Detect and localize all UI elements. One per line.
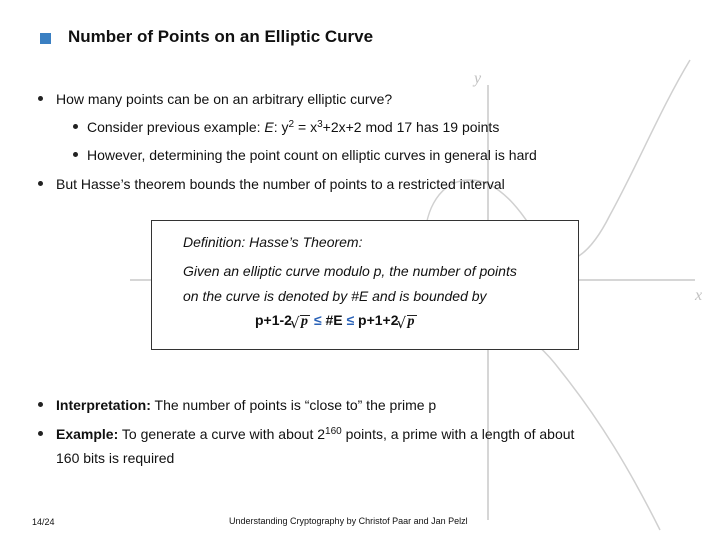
- bullet-dot-icon: [38, 402, 43, 407]
- formula-mid: #E: [325, 312, 343, 328]
- bullet-3-text: The number of points is “close to” the prime p: [150, 397, 437, 413]
- sqrt-symbol-icon: [294, 314, 308, 330]
- sub-bullet-1: [87, 119, 499, 135]
- definition-heading: Definition: Hasse’s Theorem:: [183, 234, 363, 250]
- bullet-4-text-2: points, a prime with a length of about: [341, 426, 575, 442]
- formula-upper: p+1+2: [358, 312, 399, 328]
- le-symbol-2: ≤: [346, 312, 355, 328]
- hasse-bound-formula: [255, 312, 417, 330]
- title-marker-icon: [40, 33, 51, 44]
- sub-bullet-1-mid2: = x: [294, 119, 318, 135]
- bullet-3-label: Interpretation:: [56, 397, 151, 413]
- bullet-4-text-1: To generate a curve with about 2: [118, 426, 326, 442]
- sub-bullet-1-mid1: : y: [273, 119, 289, 135]
- definition-box: [151, 220, 579, 350]
- bullet-4-line-2: 160 bits is required: [56, 450, 175, 466]
- exp-3: 3: [317, 119, 323, 130]
- le-symbol-1: ≤: [313, 312, 322, 328]
- y-axis-label: y: [474, 70, 482, 87]
- bullet-1: How many points can be on an arbitrary elliptic curve?: [56, 91, 393, 107]
- sub-bullet-1-prefix: Consider previous example:: [87, 119, 265, 135]
- slide-title: Number of Points on an Elliptic Curve: [68, 27, 374, 46]
- page-number: 14/24: [32, 517, 55, 527]
- bullet-4-label: Example:: [56, 426, 119, 442]
- bullet-3: [56, 397, 436, 413]
- definition-line-2: on the curve is denoted by #E and is bounded by: [183, 288, 487, 304]
- bullet-2: But Hasse’s theorem bounds the number of points to a restricted interval: [56, 176, 505, 192]
- bullet-dot-icon: [38, 181, 43, 186]
- sub-bullet-2: However, determining the point count on elliptic curves in general is hard: [87, 147, 537, 163]
- bullet-dot-icon: [38, 431, 43, 436]
- bullet-dot-icon: [38, 96, 43, 101]
- sqrt-symbol-icon: [401, 314, 415, 330]
- x-axis-label: x: [695, 287, 703, 304]
- sqrt-arg-1: p: [300, 314, 308, 329]
- sub-bullet-dot-icon: [73, 124, 78, 129]
- exp-2: 2: [288, 119, 295, 130]
- sqrt-arg-2: p: [407, 314, 415, 329]
- formula-lower: p+1-2: [255, 312, 292, 328]
- footer-credit: Understanding Cryptography by Christof Paar and Jan Pelzl: [229, 516, 468, 526]
- exp-160: 160: [325, 426, 342, 437]
- curve-E: E: [264, 119, 274, 135]
- sub-bullet-1-suffix: +2x+2 mod 17 has 19 points: [322, 119, 500, 135]
- sub-bullet-dot-icon: [73, 152, 78, 157]
- definition-line-1: Given an elliptic curve modulo p, the number of points: [183, 263, 517, 279]
- bullet-4: [56, 426, 574, 442]
